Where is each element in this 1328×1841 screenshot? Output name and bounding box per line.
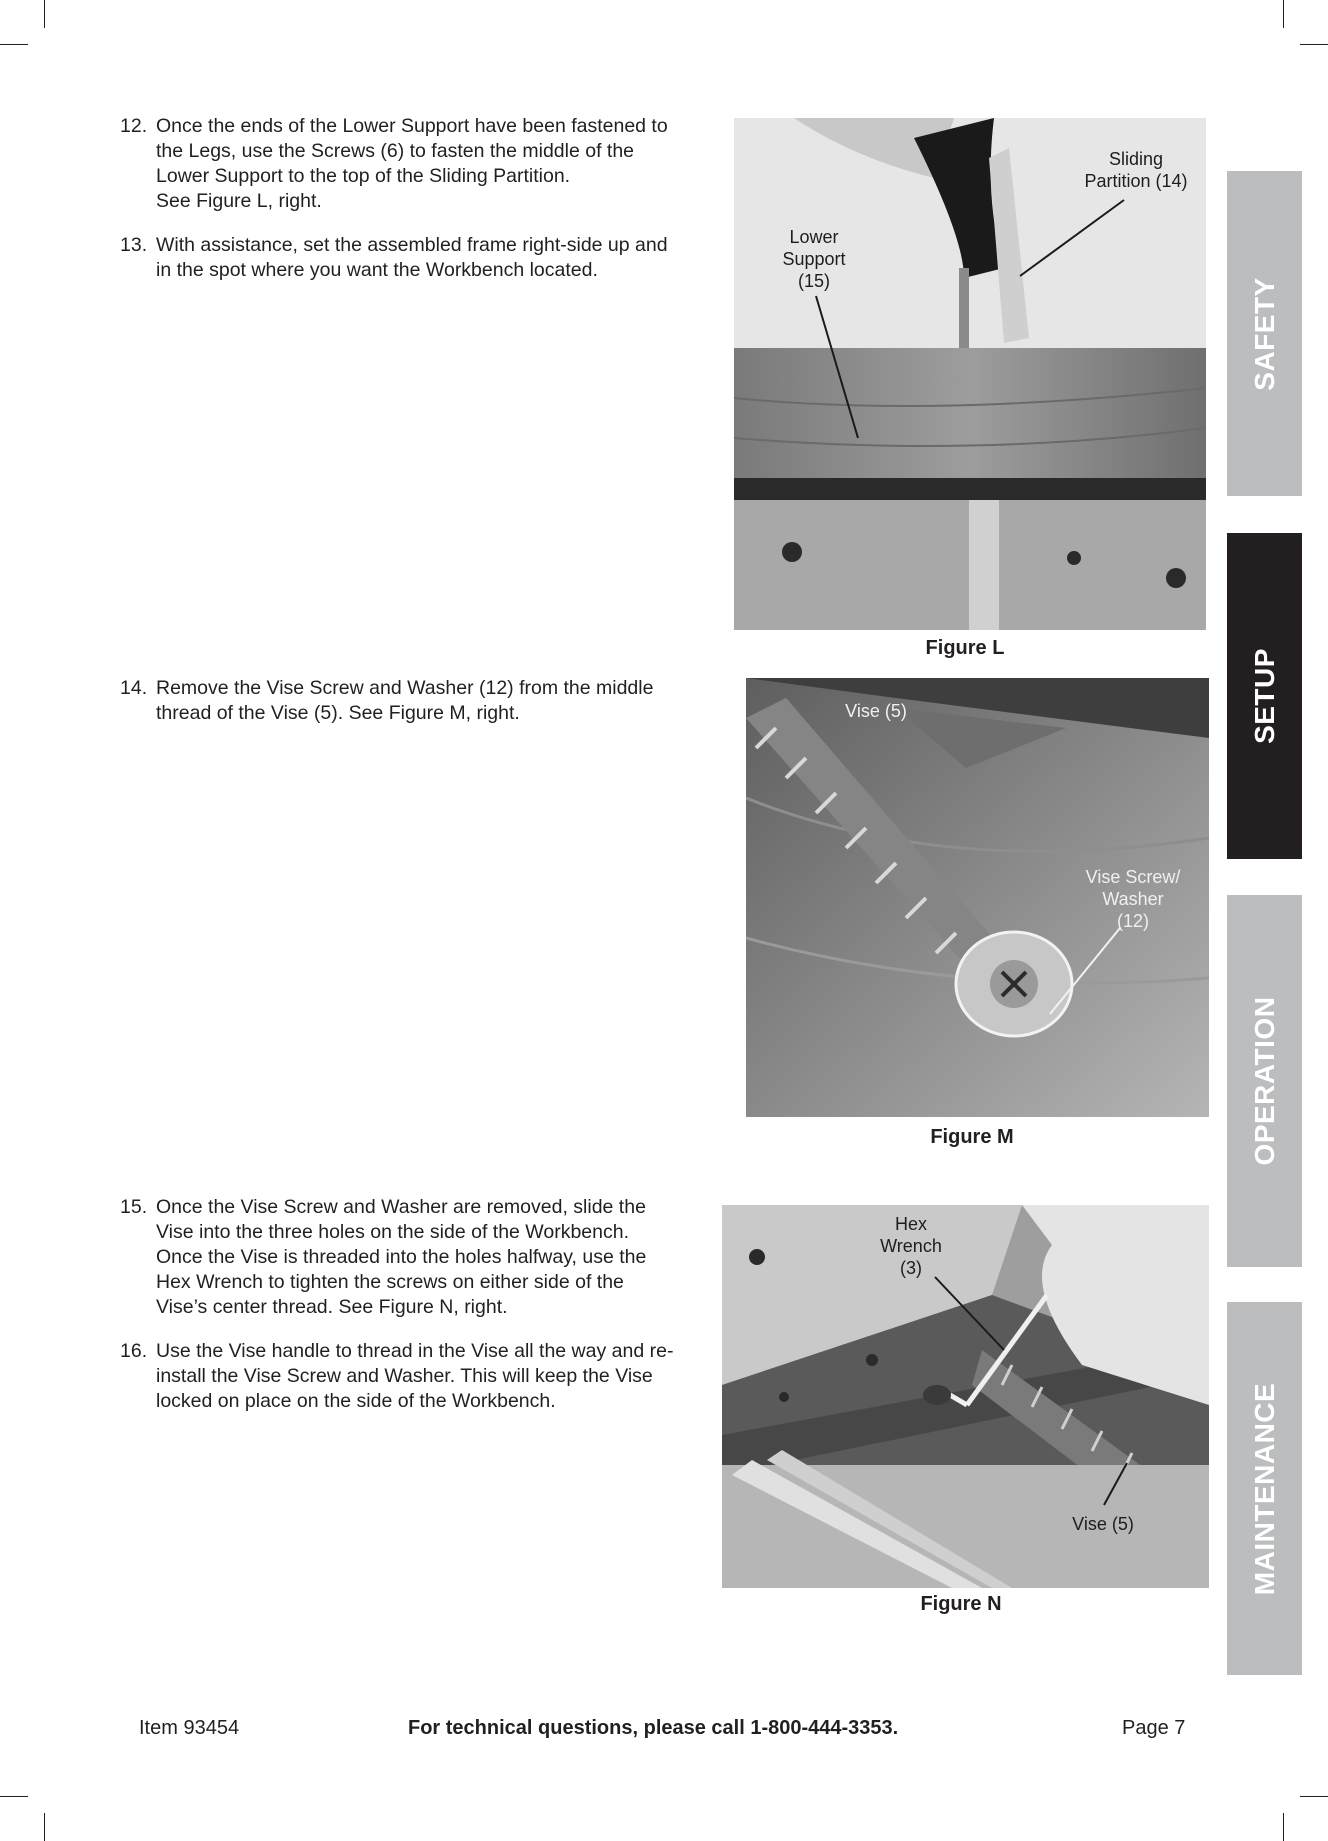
step-text (156, 114, 710, 214)
crop-mark (0, 44, 28, 45)
tab-safety[interactable] (1227, 171, 1302, 496)
callout-line: (12) (1116, 911, 1149, 931)
callout-line: Support (782, 249, 846, 269)
footer-item-number: Item 93454 (139, 1717, 240, 1739)
footer-page-number: Page 7 (1122, 1717, 1186, 1739)
step-line: Hex Wrench to tighten the screws on either side of the (156, 1271, 624, 1293)
step-line: Lower Support to the top of the Sliding Partition. (156, 165, 571, 187)
callout-line: Partition (14) (1084, 171, 1188, 191)
step-line: in the spot where you want the Workbench located. (156, 259, 598, 281)
callout-vise-m: Vise (5) (845, 701, 907, 721)
callout-line: Hex (894, 1214, 927, 1234)
figure-l-caption: Figure L (925, 637, 1005, 659)
callout-line: Vise Screw/ (1085, 867, 1181, 887)
callout-line: Washer (1102, 889, 1164, 909)
tab-label: SETUP (1248, 648, 1280, 744)
step-number: 14. (120, 677, 148, 699)
step-line: locked on place on the side of the Workbench. (156, 1390, 556, 1412)
step-line: install the Vise Screw and Washer. This will keep the Vise (156, 1365, 653, 1387)
step-line: Vise into the three holes on the side of the Workbench. (156, 1221, 629, 1243)
step-12 (120, 114, 710, 214)
crop-mark (44, 0, 45, 28)
step-15 (120, 1195, 710, 1320)
step-line: Once the ends of the Lower Support have been fastened to (156, 115, 668, 137)
crop-mark (44, 1813, 45, 1841)
step-line: Once the Vise is threaded into the holes halfway, use the (156, 1246, 647, 1268)
step-text (156, 676, 710, 726)
callout-vise-n: Vise (5) (1072, 1514, 1134, 1534)
step-number: 12. (120, 115, 148, 137)
callout-hex-wrench (873, 1213, 949, 1279)
step-line: Vise’s center thread. See Figure N, right. (156, 1296, 508, 1318)
step-line: the Legs, use the Screws (6) to fasten the middle of the (156, 140, 635, 162)
figure-l-photo (734, 118, 1206, 630)
step-line: thread of the Vise (5). See Figure M, right. (156, 702, 520, 724)
tab-label: OPERATION (1248, 996, 1280, 1166)
crop-mark (0, 1796, 28, 1797)
step-text (156, 1339, 710, 1414)
callout-vise-screw (1070, 866, 1196, 932)
crop-mark (1283, 1813, 1284, 1841)
tab-operation[interactable] (1227, 895, 1302, 1267)
callout-line: Lower (789, 227, 839, 247)
callout-lower-support (769, 226, 859, 292)
step-text (156, 1195, 710, 1320)
crop-mark (1300, 44, 1328, 45)
tab-setup[interactable] (1227, 533, 1302, 859)
callout-line: Wrench (880, 1236, 942, 1256)
step-number: 16. (120, 1340, 148, 1362)
step-line: Use the Vise handle to thread in the Vise all the way and re- (156, 1340, 674, 1362)
step-number: 15. (120, 1196, 148, 1218)
crop-mark (1283, 0, 1284, 28)
step-number: 13. (120, 234, 148, 256)
tab-label: MAINTENANCE (1248, 1382, 1280, 1595)
step-line: With assistance, set the assembled frame right-side up and (156, 234, 668, 256)
figure-m-caption: Figure M (930, 1126, 1014, 1148)
tab-maintenance[interactable] (1227, 1302, 1302, 1675)
step-16 (120, 1339, 710, 1414)
callout-sliding-partition (1071, 148, 1201, 192)
figure-l-illustration (734, 118, 1206, 630)
callout-line: (15) (797, 271, 830, 291)
step-line: Once the Vise Screw and Washer are removed, slide the (156, 1196, 646, 1218)
callout-line: Sliding (1108, 149, 1164, 169)
footer-support-line: For technical questions, please call 1-800-444-3353. (408, 1717, 899, 1739)
step-text (156, 233, 710, 283)
step-14 (120, 676, 710, 726)
tab-label: SAFETY (1248, 276, 1280, 391)
step-13 (120, 233, 710, 283)
step-line: See Figure L, right. (156, 190, 322, 212)
figure-n-caption: Figure N (920, 1593, 1002, 1615)
crop-mark (1300, 1796, 1328, 1797)
callout-line: (3) (900, 1258, 922, 1278)
step-line: Remove the Vise Screw and Washer (12) from the middle (156, 677, 654, 699)
